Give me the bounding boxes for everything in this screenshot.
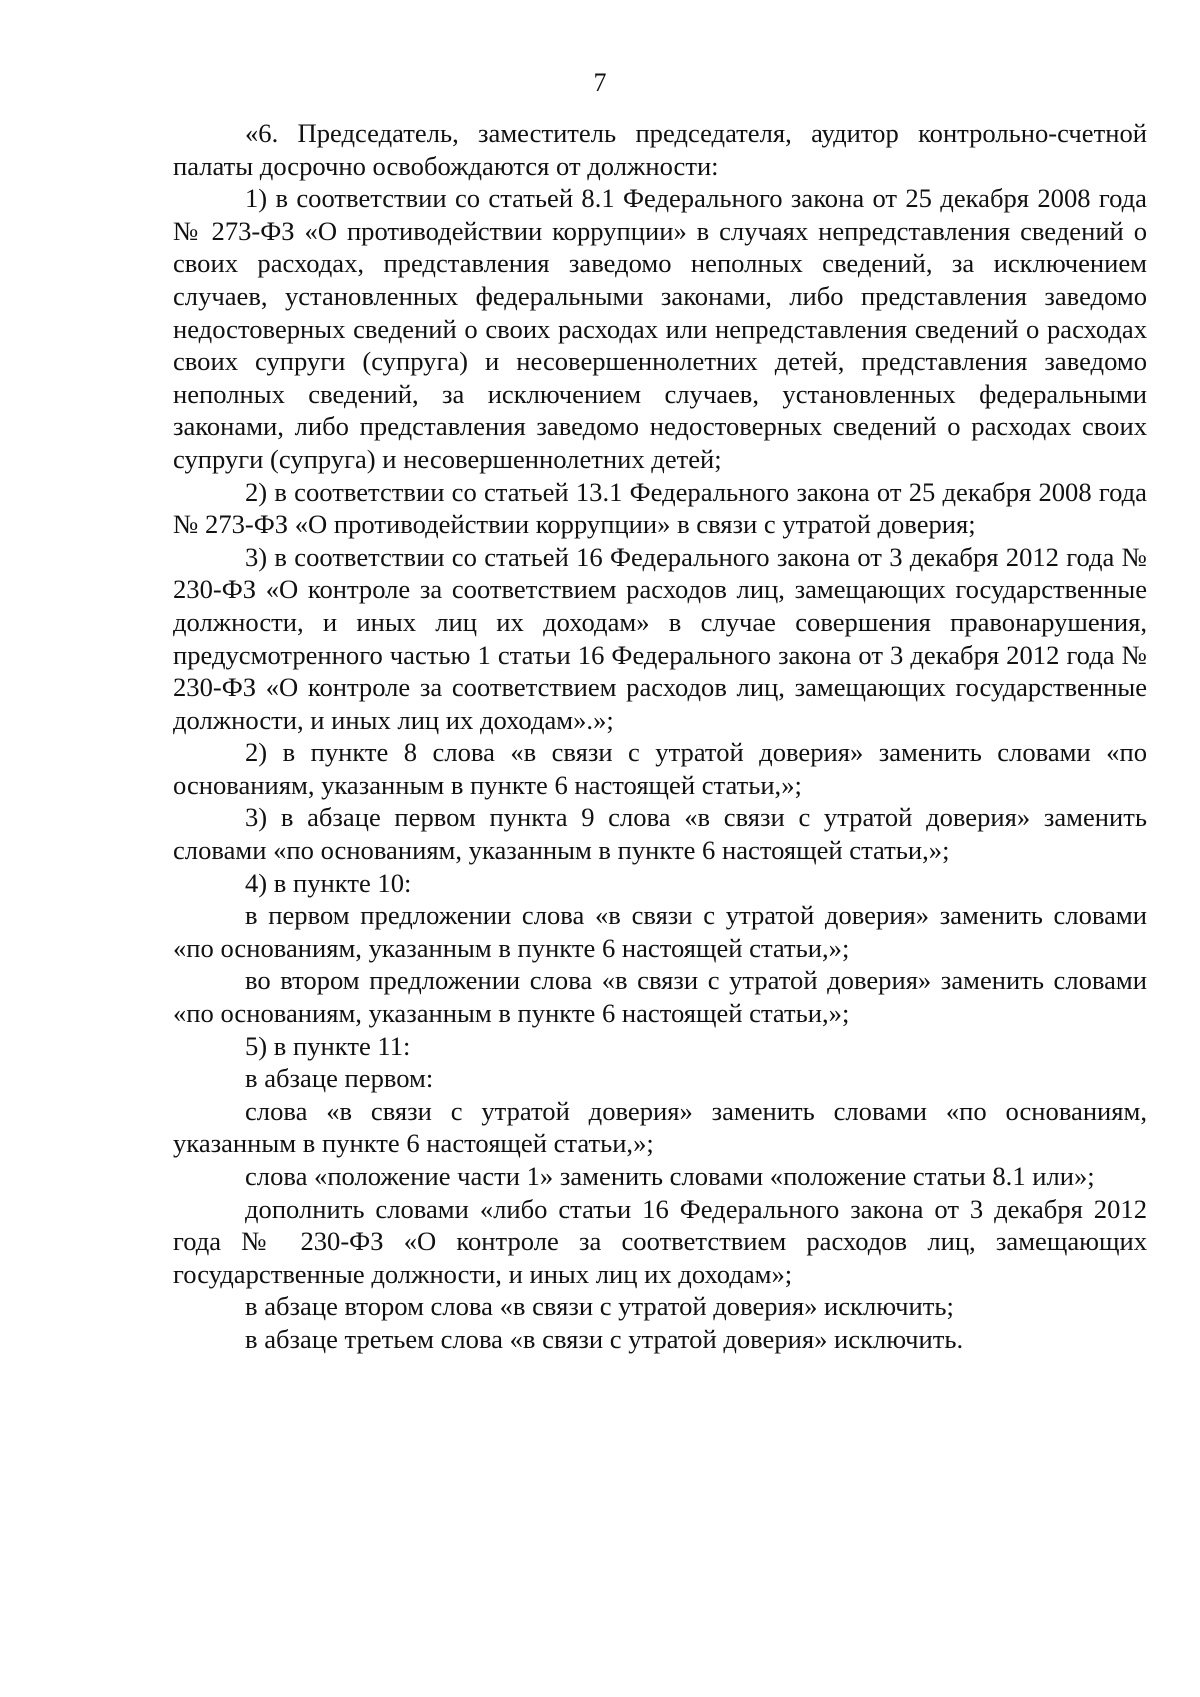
paragraph-amendment-2: 2) в пункте 8 слова «в связи с утратой доверия» заменить словами «по основаниям, указанным в пункте 6 настоящей статьи,»; (173, 737, 1147, 800)
paragraph-amendment-4-second-sentence: во втором предложении слова «в связи с утратой доверия» заменить словами «по основаниям, указанным в пункте 6 настоящей статьи,»; (173, 965, 1147, 1029)
paragraph-amendment-5-first-abzac: в абзаце первом: (245, 1063, 434, 1094)
paragraph-amendment-5-words-2: слова «положение части 1» заменить словами «положение статьи 8.1 или»; (245, 1161, 1095, 1191)
paragraph-subitem-3: 3) в соответствии со статьей 16 Федерального закона от 3 декабря 2012 года № 230-ФЗ «О контроле за соответствием расходов лиц, замещающих государственные должности, и иных лиц их доходам» в случае совершения правонарушения, предусмотренного частью 1 статьи 16 Федерального закона от 3 декабря 2012 года № 230-ФЗ «О контроле за соответствием расходов лиц, замещающих государственные должности, и иных лиц их доходам».»; (173, 541, 1147, 735)
paragraph-amendment-5: 5) в пункте 11: (245, 1030, 411, 1061)
paragraph-item-6-intro: «6. Председатель, заместитель председателя, аудитор контрольно-счетной палаты досрочно освобождаются от должности: (173, 118, 1147, 181)
paragraph-amendment-4-first-sentence: в первом предложении слова «в связи с утратой доверия» заменить словами «по основаниям, указанным в пункте 6 настоящей статьи,»; (173, 900, 1147, 963)
document-body (173, 117, 1147, 1356)
paragraph-amendment-5-supplement: дополнить словами «либо статьи 16 Федерального закона от 3 декабря 2012 года № 230-ФЗ «О контроле за соответствием расходов лиц, замещающих государственные должности, и иных лиц их доходам»; (173, 1193, 1147, 1289)
paragraph-amendment-3: 3) в абзаце первом пункта 9 слова «в связи с утратой доверия» заменить словами «по основаниям, указанным в пункте 6 настоящей статьи,»; (173, 802, 1147, 866)
paragraph-subitem-1: 1) в соответствии со статьей 8.1 Федерального закона от 25 декабря 2008 года № 273-ФЗ «О противодействии коррупции» в случаях непредставления сведений о своих расходах, представления заведомо неполных сведений, за исключением случаев, установленных федеральными законами, либо представления заведомо недостоверных сведений о своих расходах или непредставления сведений о расходах своих супруги (супруга) и несовершеннолетних детей, представления заведомо неполных сведений, за исключением случаев, установленных федеральными законами, либо представления заведомо недостоверных сведений о расходах своих супруги (супруга) и несовершеннолетних детей; (173, 183, 1147, 474)
paragraph-subitem-2: 2) в соответствии со статьей 13.1 Федерального закона от 25 декабря 2008 года № 273-ФЗ «О противодействии коррупции» в связи с утратой доверия; (173, 476, 1147, 540)
paragraph-amendment-5-words-1: слова «в связи с утратой доверия» заменить словами «по основаниям, указанным в пункте 6 настоящей статьи,»; (173, 1095, 1147, 1159)
page-number: 7 (593, 68, 607, 97)
paragraph-amendment-5-second-abzac: в абзаце втором слова «в связи с утратой доверия» исключить; (245, 1291, 954, 1322)
paragraph-amendment-4: 4) в пункте 10: (245, 867, 412, 898)
paragraph-amendment-5-third-abzac: в абзаце третьем слова «в связи с утратой доверия» исключить. (245, 1323, 964, 1354)
